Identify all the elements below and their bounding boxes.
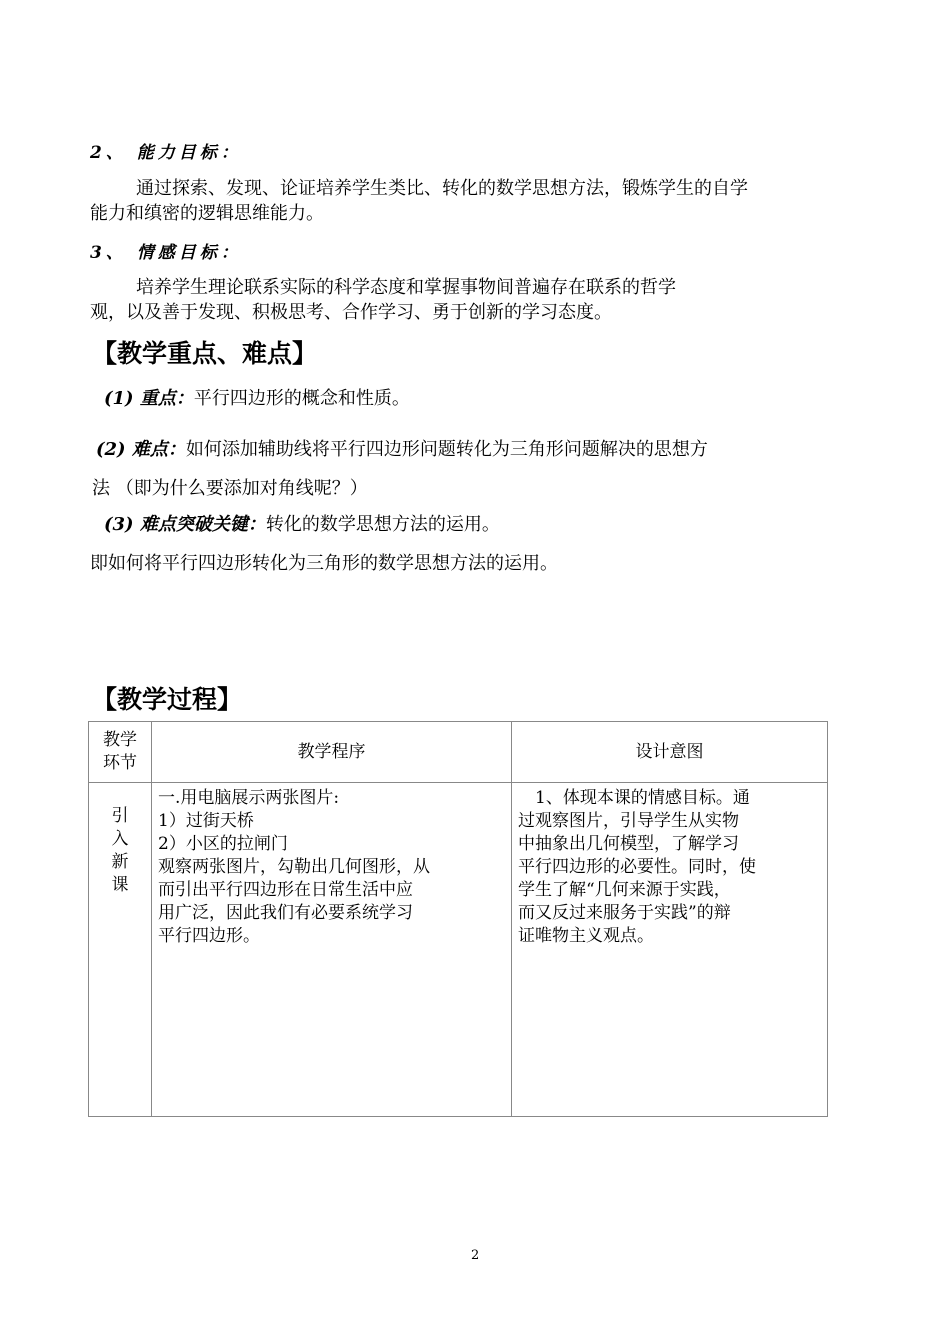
header-procedure: 教学程序 xyxy=(152,722,512,783)
table-row xyxy=(89,783,828,1117)
stage-char: 新 xyxy=(111,852,129,872)
procedure-line: 2）小区的拉闸门 xyxy=(158,834,288,854)
intent-line: 证唯物主义观点。 xyxy=(518,926,654,946)
ability-goal-text-line1: 通过探索、发现、论证培养学生类比、转化的数学思想方法，锻炼学生的自学 xyxy=(136,178,748,199)
key-point-item-3-label: (3) 难点突破关键： xyxy=(104,514,266,535)
procedure-line: 用广泛，因此我们有必要系统学习 xyxy=(158,903,413,923)
page-number: 2 xyxy=(471,1248,480,1263)
emotion-goal-text-line1: 培养学生理论联系实际的科学态度和掌握事物间普遍存在联系的哲学 xyxy=(136,277,676,298)
stage-char: 引 xyxy=(111,806,129,826)
procedure-cell xyxy=(152,783,512,1117)
stage-char: 入 xyxy=(111,829,129,849)
table-header-row xyxy=(89,722,828,783)
header-stage-line2: 环节 xyxy=(103,753,137,773)
stage-cell xyxy=(89,783,152,1117)
intent-line: 而又反过来服务于实践”的辩 xyxy=(518,903,731,923)
intent-line: 学生了解“几何来源于实践， xyxy=(518,880,731,900)
key-point-item-1 xyxy=(104,384,410,410)
stage-char: 课 xyxy=(111,875,129,895)
emotion-goal-title: 3、 情感目标： xyxy=(90,243,242,263)
intent-line: 平行四边形的必要性。同时，使 xyxy=(518,857,756,877)
procedure-line: 1）过街天桥 xyxy=(158,811,254,831)
key-point-item-2-label: (2) 难点： xyxy=(96,439,186,460)
key-point-item-3-extra: 即如何将平行四边形转化为三角形的数学思想方法的运用。 xyxy=(90,553,558,574)
teaching-process-table xyxy=(88,721,828,1117)
intent-line: 1、体现本课的情感目标。通 xyxy=(518,788,750,808)
procedure-line: 观察两张图片，勾勒出几何图形，从 xyxy=(158,857,430,877)
key-point-item-2-continued: 法 （即为什么要添加对角线呢？） xyxy=(92,478,368,499)
header-stage xyxy=(89,722,152,783)
intent-line: 中抽象出几何模型，了解学习 xyxy=(518,834,739,854)
intent-line: 过观察图片，引导学生从实物 xyxy=(518,811,739,831)
key-point-item-3 xyxy=(104,510,500,536)
key-points-heading: 【教学重点、难点】 xyxy=(92,339,318,368)
key-point-item-1-text: 平行四边形的概念和性质。 xyxy=(193,388,410,409)
key-point-item-1-label: (1) 重点： xyxy=(104,388,194,409)
procedure-line: 一.用电脑展示两张图片: xyxy=(158,788,340,808)
procedure-line: 而引出平行四边形在日常生活中应 xyxy=(158,880,413,900)
key-point-item-2-text: 如何添加辅助线将平行四边形问题转化为三角形问题解决的思想方 xyxy=(185,439,708,460)
header-design-intent: 设计意图 xyxy=(512,722,828,783)
procedure-line: 平行四边形。 xyxy=(158,926,260,946)
key-point-item-2 xyxy=(96,435,708,461)
key-point-item-3-text: 转化的数学思想方法的运用。 xyxy=(265,514,500,535)
design-intent-cell xyxy=(512,783,828,1117)
header-stage-line1: 教学 xyxy=(103,730,137,750)
ability-goal-text-line2: 能力和缜密的逻辑思维能力。 xyxy=(90,203,324,224)
teaching-process-heading: 【教学过程】 xyxy=(92,685,243,714)
emotion-goal-text-line2: 观，以及善于发现、积极思考、合作学习、勇于创新的学习态度。 xyxy=(90,302,612,323)
ability-goal-title: 2、 能力目标： xyxy=(90,143,242,163)
